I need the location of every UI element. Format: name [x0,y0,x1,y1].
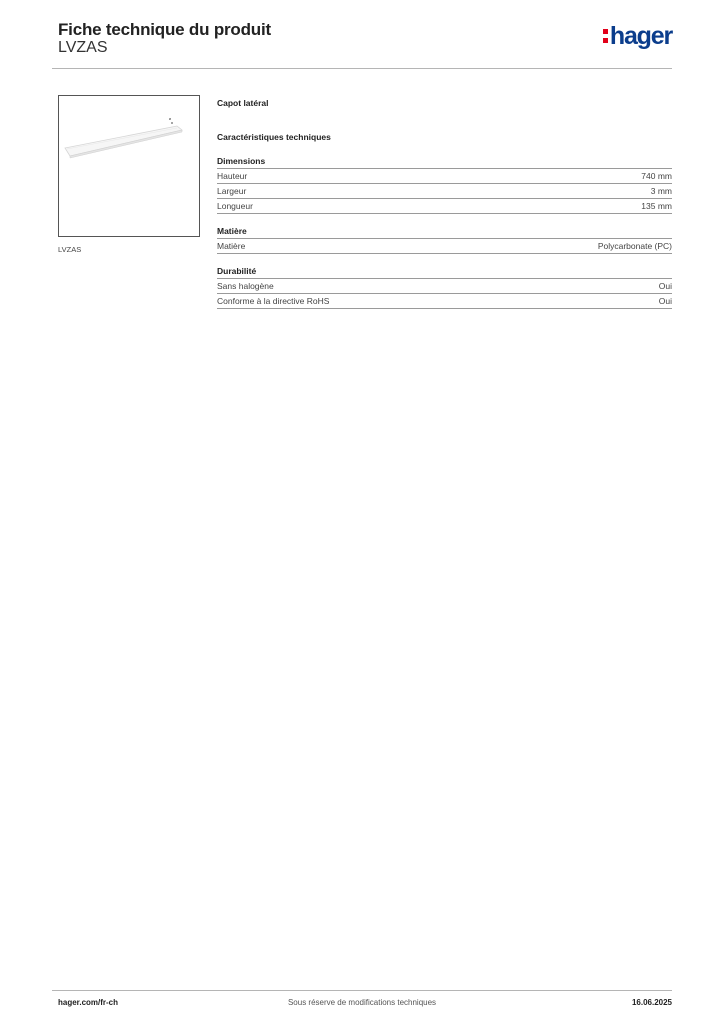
spec-value: 3 mm [650,186,672,196]
product-image [58,95,200,237]
spec-row [217,239,672,254]
spec-label: Conforme à la directive RoHS [217,296,330,306]
spec-label: Largeur [217,186,247,196]
spec-label: Longueur [217,201,253,211]
spec-row [217,279,672,294]
spec-row [217,169,672,184]
footer-notice: Sous réserve de modifications techniques [287,998,437,1007]
footer-website-link[interactable]: hager.com/fr-ch [58,998,119,1007]
group-title: Durabilité [217,265,672,279]
spec-group-durability [217,265,672,309]
logo-colon-icon [603,27,608,45]
product-photo-icon [59,96,199,236]
spec-row [217,199,672,214]
spec-group-dimensions [217,155,672,214]
spec-label: Matière [217,241,246,251]
hager-logo [603,24,672,49]
footer-date: 16.06.2025 [631,998,672,1007]
logo-text: hager [609,22,672,50]
product-name: Capot latéral [217,98,269,108]
spec-value: 135 mm [641,201,672,211]
specs-heading: Caractéristiques techniques [217,132,331,142]
header-divider [52,68,672,69]
image-caption: LVZAS [58,245,82,254]
spec-row [217,294,672,309]
page-title: Fiche technique du produit [58,20,271,39]
product-code: LVZAS [58,39,108,56]
footer-divider [52,990,672,991]
spec-value: Oui [658,296,672,306]
group-title: Dimensions [217,155,672,169]
spec-label: Sans halogène [217,281,274,291]
spec-label: Hauteur [217,171,248,181]
spec-value: 740 mm [641,171,672,181]
spec-content [217,96,672,309]
group-title: Matière [217,225,672,239]
spec-value: Polycarbonate (PC) [597,241,672,251]
spec-row [217,184,672,199]
spec-value: Oui [658,281,672,291]
spec-group-material [217,225,672,254]
